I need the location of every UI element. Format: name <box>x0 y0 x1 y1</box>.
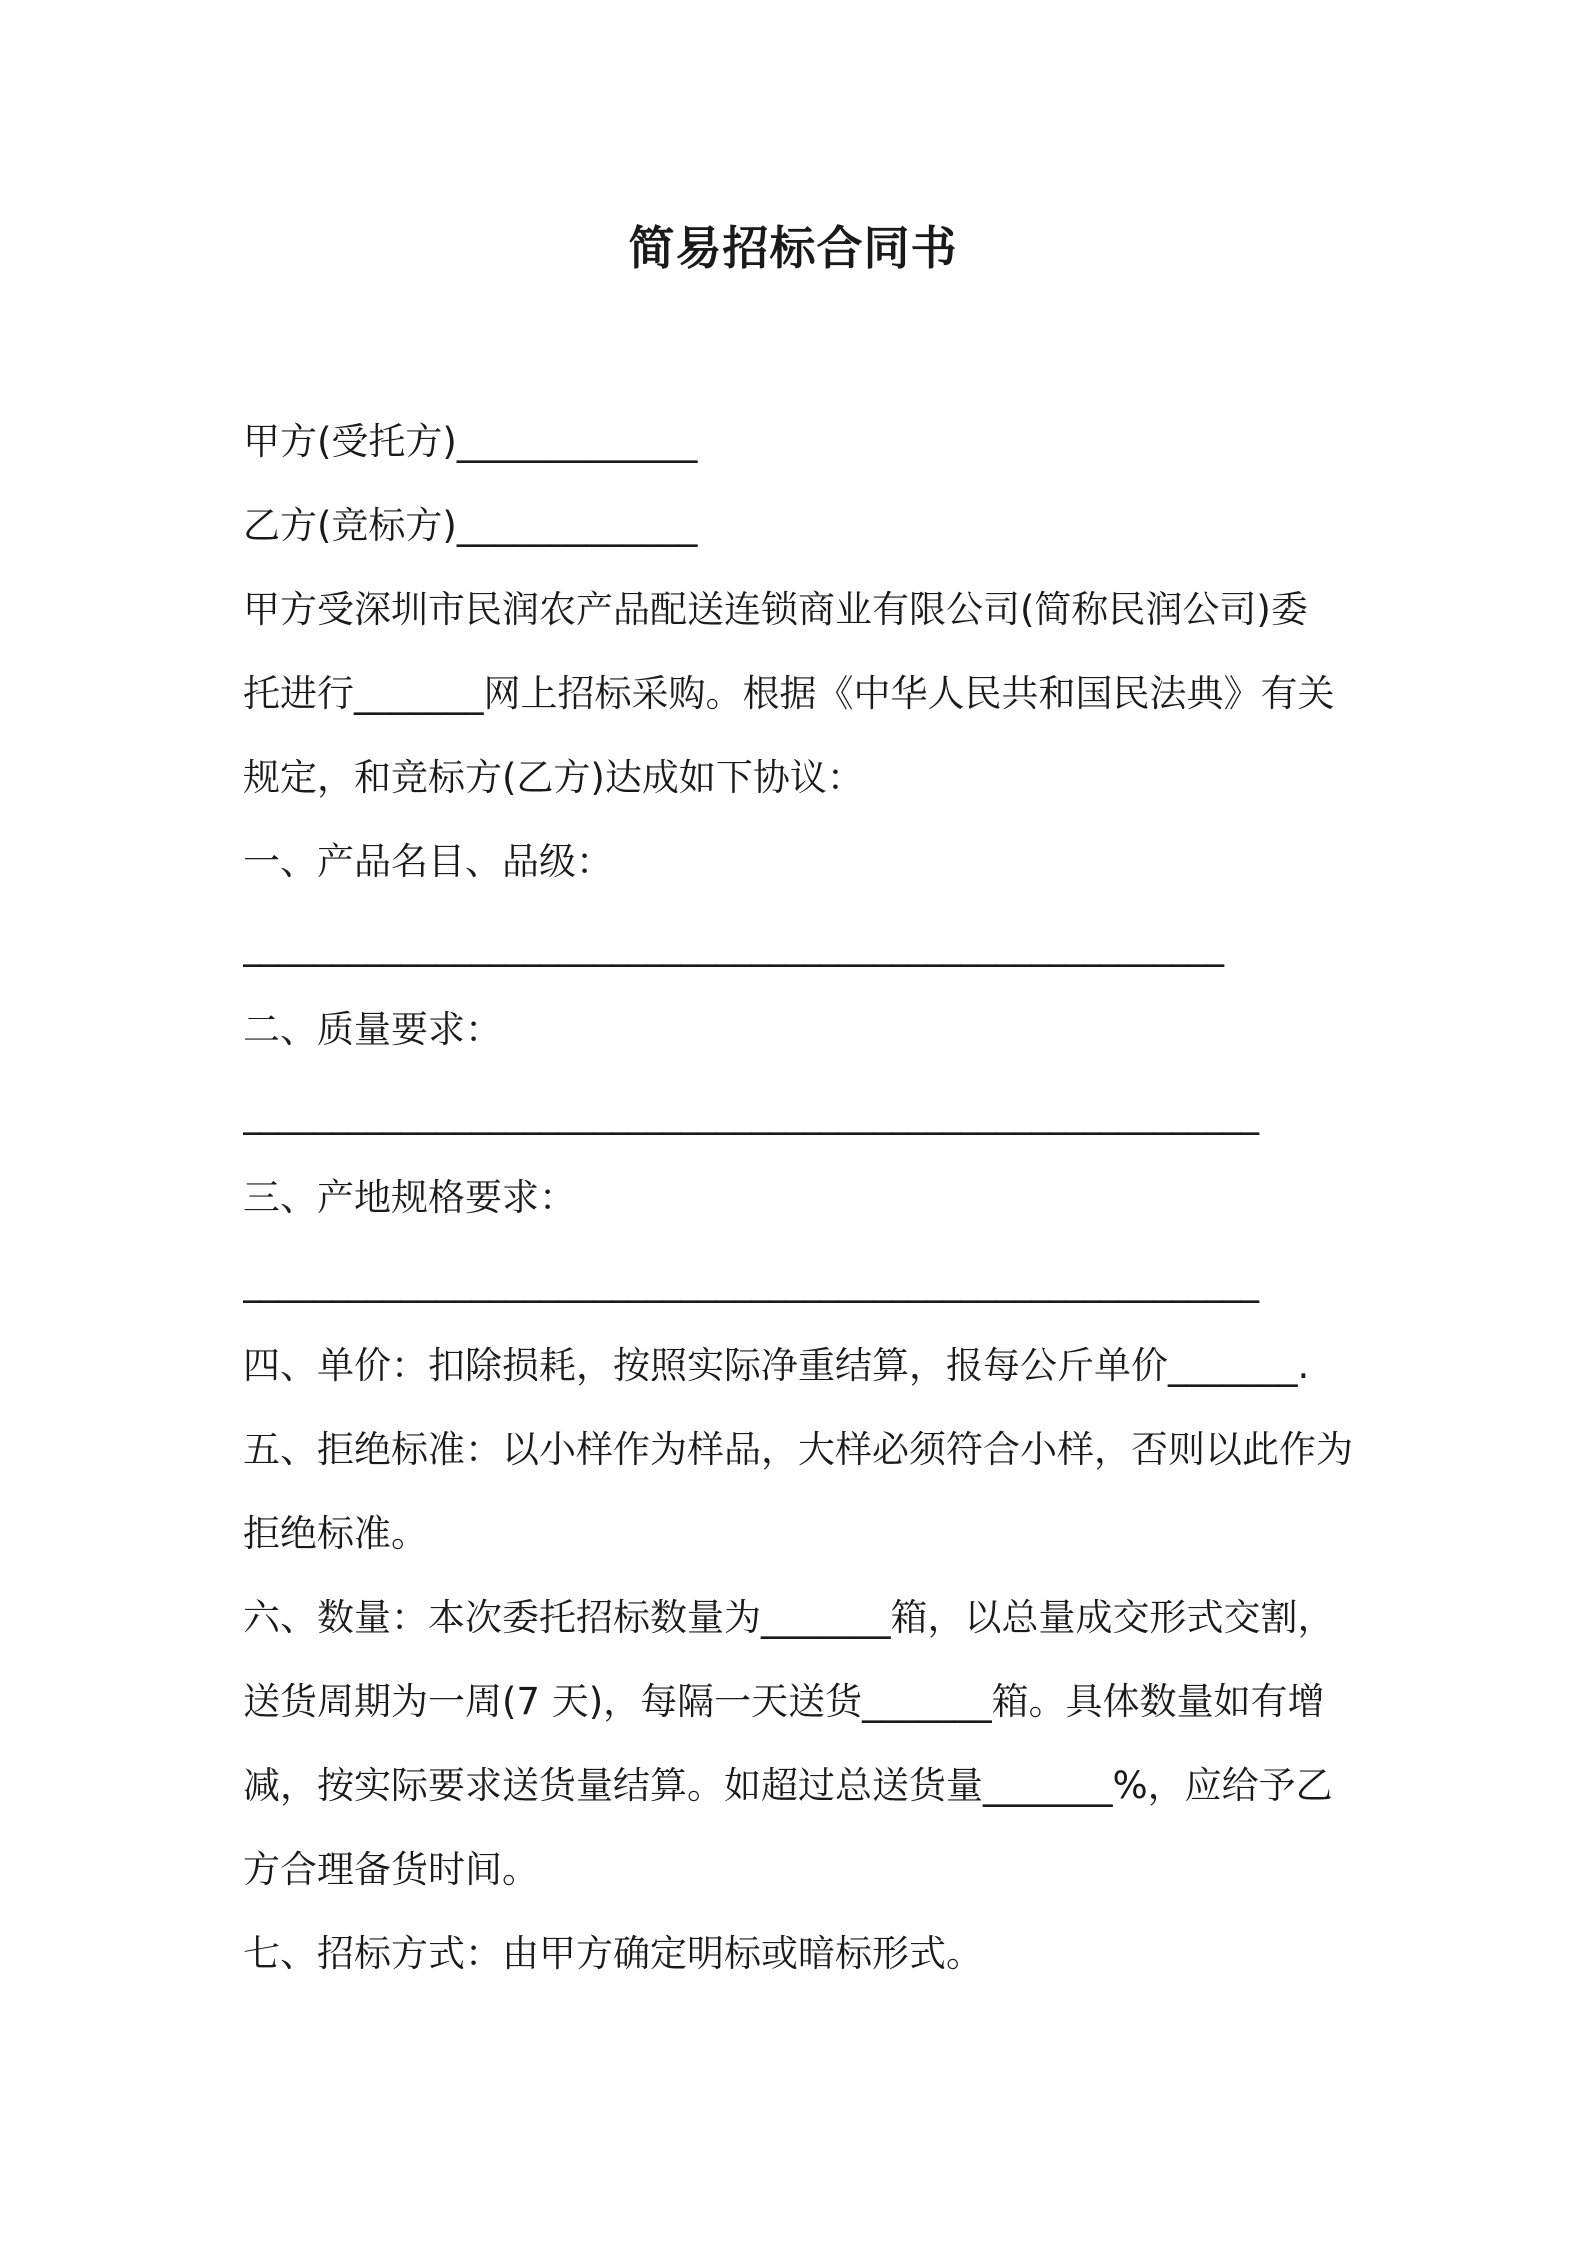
document-body <box>243 400 1358 1996</box>
intro-line-1: 甲方受深圳市民润农产品配送连锁商业有限公司(简称民润公司)委 <box>243 588 1308 631</box>
party-b-line: 乙方(竞标方)_____________ <box>243 504 698 547</box>
intro-line-2: 托进行_______网上招标采购。根据《中华人民共和国民法典》有关 <box>243 672 1335 715</box>
document-title: 简易招标合同书 <box>628 221 958 275</box>
clause-2-heading: 二、质量要求： <box>243 1008 502 1051</box>
clause-5-line-1: 五、拒绝标准：以小样作为样品，大样必须符合小样，否则以此作为 <box>243 1428 1353 1471</box>
intro-line-3: 规定，和竞标方(乙方)达成如下协议： <box>243 756 864 799</box>
clause-3-heading: 三、产地规格要求： <box>243 1176 576 1219</box>
clause-3-blank: __________________________________________________________ <box>243 1260 1258 1303</box>
clause-2-blank: __________________________________________________________ <box>243 1092 1258 1135</box>
clause-5-line-2: 拒绝标准。 <box>243 1512 428 1555</box>
clause-6-line-2: 送货周期为一周(7 天)，每隔一天送货_______箱。具体数量如有增 <box>243 1680 1325 1723</box>
party-a-line: 甲方(受托方)_____________ <box>243 420 698 463</box>
clause-1-heading: 一、产品名目、品级： <box>243 840 613 883</box>
clause-6-line-1: 六、数量：本次委托招标数量为_______箱，以总量成交形式交割， <box>243 1596 1335 1639</box>
clause-7: 七、招标方式：由甲方确定明标或暗标形式。 <box>243 1932 983 1975</box>
clause-1-blank: ________________________________________________________ <box>243 924 1223 967</box>
clause-6-line-4: 方合理备货时间。 <box>243 1848 539 1891</box>
clause-6-line-3: 减，按实际要求送货量结算。如超过总送货量_______%，应给予乙 <box>243 1764 1333 1807</box>
clause-4: 四、单价：扣除损耗，按照实际净重结算，报每公斤单价_______. <box>243 1344 1310 1387</box>
